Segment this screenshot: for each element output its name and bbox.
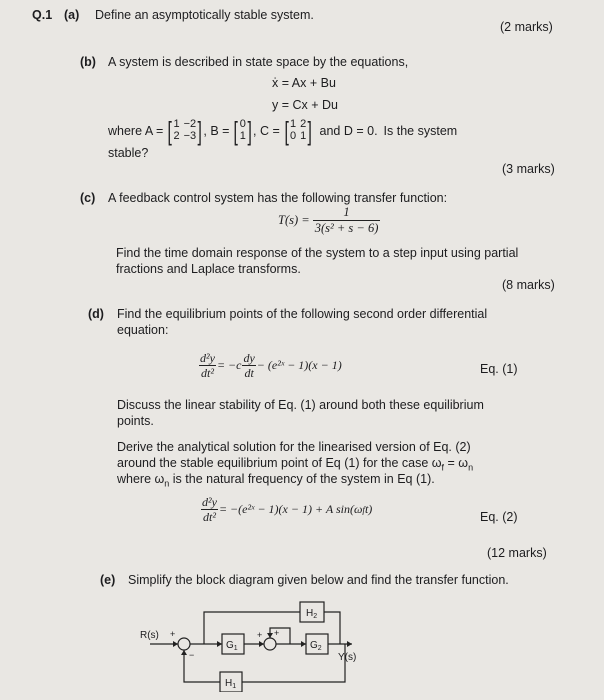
state-equation: ẋ = Ax + Bu <box>272 76 336 90</box>
summing-junction-2 <box>264 638 276 650</box>
eq2-d2y: d²y <box>202 495 217 509</box>
arrow-input <box>173 641 178 647</box>
part-c-line2: fractions and Laplace transforms. <box>116 262 301 276</box>
part-a-label: (a) <box>64 8 80 22</box>
omega-n-sub: n <box>468 462 474 473</box>
input-label: R(s) <box>140 630 159 641</box>
part-c-label: (c) <box>80 191 96 205</box>
eq1-dt2: dt² <box>201 366 214 380</box>
g1-text: G <box>226 640 234 651</box>
g2-label <box>310 640 322 652</box>
c-label: , C = <box>253 124 280 138</box>
arrow-g1 <box>217 641 222 647</box>
eq1-mid: = −c <box>216 358 242 372</box>
derive2-eq: = ω <box>444 456 469 470</box>
part-d-derive3 <box>117 472 435 489</box>
c22: 1 <box>300 130 307 142</box>
part-b-stable: stable? <box>108 146 149 160</box>
block-diagram <box>140 592 380 692</box>
arrow-sum2 <box>259 641 264 647</box>
c12: 2 <box>300 118 307 131</box>
eq1-tag: Eq. (1) <box>480 362 518 376</box>
b1: 0 <box>239 118 246 131</box>
eq2-sub: f <box>362 504 365 515</box>
part-d-discuss2: points. <box>117 414 154 428</box>
derive2-text: around the stable equilibrium point of Eq (1) for the case ω <box>117 456 442 470</box>
tf-numerator: 1 <box>343 205 350 219</box>
sum2-plus-left: + <box>257 630 263 640</box>
a12: −2 <box>183 118 197 131</box>
part-d-intro2: equation: <box>117 323 169 337</box>
tf-denominator: 3(s² + s − 6) <box>314 220 379 235</box>
h1-label <box>225 678 236 690</box>
c21: 0 <box>290 130 297 142</box>
output-equation: y = Cx + Du <box>272 98 338 112</box>
omega-n-sub-2: n <box>164 478 170 489</box>
eq1-rest: − (e²ˣ − 1)(x − 1) <box>256 358 342 372</box>
a22: −3 <box>183 130 197 142</box>
part-c-marks: (8 marks) <box>502 278 555 292</box>
eq2-tag: Eq. (2) <box>480 510 518 524</box>
d-text: and D = 0. <box>319 124 378 138</box>
matrix-line <box>108 118 457 144</box>
matrix-c: [ 1 2 0 1 ] <box>284 116 313 146</box>
part-a-text: Define an asymptotically stable system. <box>95 8 314 22</box>
sum1-minus: − <box>189 650 195 660</box>
arrow-output <box>347 641 352 647</box>
output-label: Y(s) <box>338 652 357 663</box>
arrow-g2 <box>301 641 306 647</box>
question-number: Q.1 <box>32 8 53 22</box>
b2: 1 <box>239 130 246 142</box>
eq1-d2y: d²y <box>200 351 215 365</box>
g1-sub: 1 <box>233 645 238 652</box>
part-c-intro: A feedback control system has the following transfer function: <box>108 191 448 205</box>
derive3-text: where ω <box>117 472 165 486</box>
matrix-a: [ 1 −2 2 −3 ] <box>167 116 202 146</box>
part-b-marks: (3 marks) <box>502 162 555 176</box>
part-d-marks: (12 marks) <box>487 546 547 560</box>
arrow-feedback <box>181 650 187 655</box>
b-label: , B = <box>203 124 230 138</box>
transfer-function <box>278 206 380 234</box>
where-label: where A = <box>108 124 164 138</box>
a21: 2 <box>173 130 180 142</box>
eq1-dt: dt <box>244 366 254 380</box>
arrow-sum2-loop <box>267 633 273 638</box>
h2-label <box>306 608 317 620</box>
part-d-discuss1: Discuss the linear stability of Eq. (1) around both these equilibrium <box>117 398 484 412</box>
sum1-plus: + <box>170 629 176 639</box>
sum2-loop <box>270 628 290 644</box>
tf-lhs: T(s) = <box>278 212 310 227</box>
part-d-label: (d) <box>88 307 104 321</box>
summing-junction-1 <box>178 638 190 650</box>
part-d-derive2 <box>117 456 473 473</box>
h2-sub: 2 <box>313 613 318 620</box>
part-b-intro: A system is described in state space by the equations, <box>108 55 409 69</box>
part-d-derive1: Derive the analytical solution for the linearised version of Eq. (2) <box>117 440 471 454</box>
g2-sub: 2 <box>317 645 322 652</box>
equation-2 <box>200 496 372 523</box>
a11: 1 <box>173 118 180 131</box>
c11: 1 <box>290 118 297 131</box>
eq2-end: t) <box>364 502 373 516</box>
h2-path-out <box>324 612 340 644</box>
eq2-dt2: dt² <box>203 510 216 524</box>
sum2-plus-top: + <box>274 628 280 638</box>
derive3-rest: is the natural frequency of the system in Eq (1). <box>169 472 435 486</box>
part-e-text: Simplify the block diagram given below and find the transfer function. <box>128 573 509 587</box>
eq1-dy: dy <box>243 351 255 365</box>
part-a-marks: (2 marks) <box>500 20 553 34</box>
omega-f-sub: f <box>441 462 445 473</box>
h2-text: H <box>306 608 314 619</box>
part-b-label: (b) <box>80 55 96 69</box>
equation-1 <box>198 352 342 379</box>
part-c-line1: Find the time domain response of the system to a step input using partial <box>116 246 519 260</box>
part-d-intro1: Find the equilibrium points of the following second order differential <box>117 307 488 321</box>
h1-text: H <box>225 678 233 689</box>
g1-label <box>226 640 238 652</box>
g2-text: G <box>310 640 318 651</box>
eq2-rest: = −(e²ˣ − 1)(x − 1) + A sin(ω <box>218 502 363 516</box>
part-b-question: Is the system <box>383 124 458 138</box>
h1-sub: 1 <box>232 683 237 690</box>
h1-path-in <box>242 644 345 682</box>
part-e-label: (e) <box>100 573 116 587</box>
matrix-b: [ 0 1 ] <box>233 116 252 146</box>
